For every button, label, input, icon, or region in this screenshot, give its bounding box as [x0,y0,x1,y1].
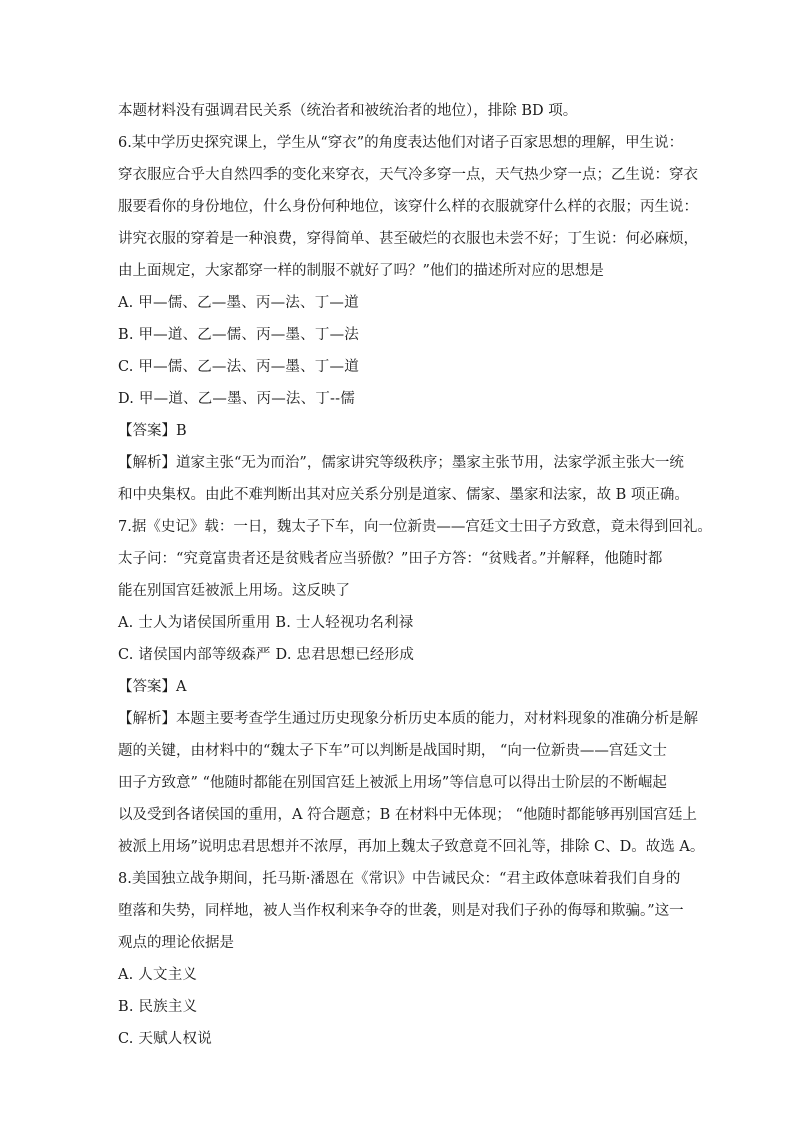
question-6-stem: 6.某中学历史探究课上，学生从“穿衣”的角度表达他们对诸子百家思想的理解，甲生说： [118,135,684,151]
analysis-text: 【解析】道家主张“无为而治”，儒家讲究等级秩序；墨家主张节用，法家学派主张大一统 [118,455,684,471]
text-line: 讲究衣服的穿着是一种浪费，穿得简单、甚至破烂的衣服也未尝不好；丁生说：何必麻烦， [118,231,698,247]
text-line: 堕落和失势，同样地，被人当作权利来争夺的世袭，则是对我们子孙的侮辱和欺骗。”这一 [118,903,684,919]
option-d: D. 甲—道、乙—墨、丙—法、丁--儒 [118,391,355,407]
question-8-stem: 8.美国独立战争期间，托马斯·潘恩在《常识》中告诫民众：“君主政体意味着我们自身的 [118,871,681,887]
answer-label: 【答案】A [118,679,187,695]
option-a: A. 人文主义 [118,967,198,983]
text-line: 能在别国宫廷被派上用场。这反映了 [118,583,350,599]
text-line: 太子问：“究竟富贵者还是贫贱者应当骄傲？”田子方答：“贫贱者。”并解释，他随时都 [118,551,663,567]
option-a: A. 甲—儒、乙—墨、丙—法、丁—道 [118,295,359,311]
option-b: B. 民族主义 [118,999,198,1015]
analysis-text: 【解析】本题主要考查学生通过历史现象分析历史本质的能力，对材料现象的准确分析是解 [118,711,698,727]
text-line: 被派上用场”说明忠君思想并不浓厚，再加上魏太子致意竟不回礼等，排除 C、D。故选 A。 [118,839,705,855]
question-7-stem: 7.据《史记》载：一日，魏太子下车，向一位新贵——宫廷文士田子方致意，竟未得到回礼。 [118,519,712,535]
answer-label: 【答案】B [118,423,187,439]
text-line: 穿衣服应合乎大自然四季的变化来穿衣，天气冷多穿一点，天气热少穿一点；乙生说：穿衣 [118,167,698,183]
option-c: C. 甲—儒、乙—法、丙—墨、丁—道 [118,359,359,375]
text-line: 和中央集权。由此不难判断出其对应关系分别是道家、儒家、墨家和法家，故 B 项正确。 [118,487,689,503]
text-line: 题的关键，由材料中的“魏太子下车”可以判断是战国时期， “向一位新贵——宫廷文士 [118,743,667,759]
option-b: B. 甲—道、乙—儒、丙—墨、丁—法 [118,327,359,343]
text-line: 田子方致意” “他随时都能在别国宫廷上被派上用场”等信息可以得出士阶层的不断崛起 [118,775,667,791]
options-ab: A. 士人为诸侯国所重用 B. 士人轻视功名利禄 [118,615,414,631]
text-line: 由上面规定，大家都穿一样的制服不就好了吗？”他们的描述所对应的思想是 [118,263,604,279]
option-c: C. 天赋人权说 [118,1031,212,1047]
text-line: 以及受到各诸侯国的重用，A 符合题意；B 在材料中无体现； “他随时都能够再别国宫廷上 [118,807,697,823]
text-line: 本题材料没有强调君民关系（统治者和被统治者的地位），排除 BD 项。 [118,103,578,119]
text-line: 观点的理论依据是 [118,935,234,951]
options-cd: C. 诸侯国内部等级森严 D. 忠君思想已经形成 [118,647,415,663]
text-line: 服要看你的身份地位，什么身份何种地位，该穿什么样的衣服就穿什么样的衣服；丙生说： [118,199,698,215]
